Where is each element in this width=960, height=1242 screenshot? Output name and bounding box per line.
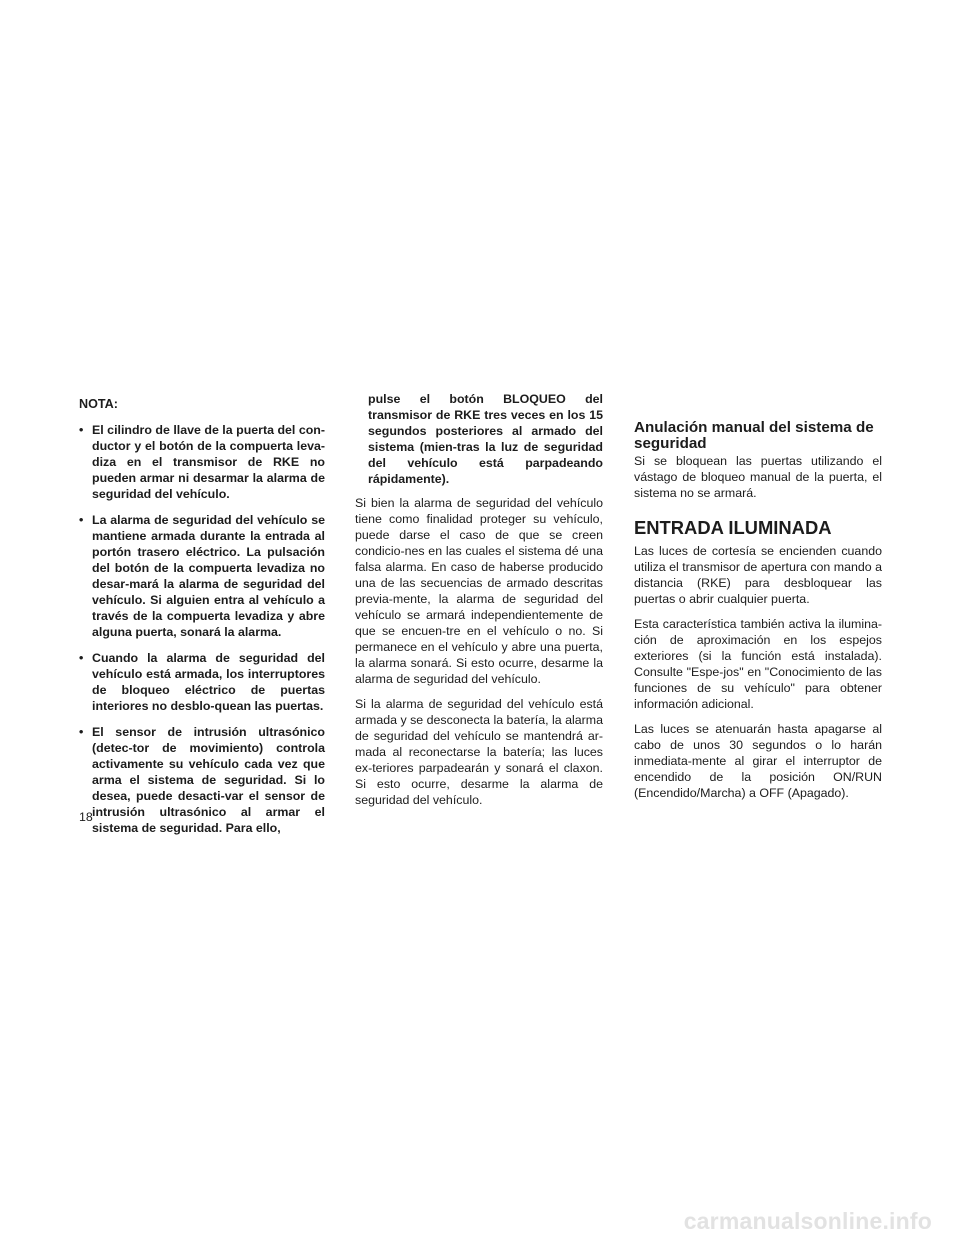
bullet-icon: • — [79, 423, 84, 437]
watermark-text: carmanualsonline.info — [683, 1208, 932, 1234]
bullet-icon: • — [79, 651, 84, 665]
section-heading-manual-override: Anulación manual del sistema de seguridad — [634, 419, 874, 452]
paragraph-battery: Si la alarma de seguridad del vehículo está armada y se desconecta la batería, la alarma de seguridad del vehículo se mantendrá ar-mada al reconectarse la batería; las luces ex-teriores parpadearán y sonará el claxon. Si esto ocurre, desarme la alarma de seguridad del vehículo. — [355, 697, 603, 807]
paragraph-approach-lighting: Esta característica también activa la ilumina-ción de aproximación en los espejos exteriores (si la función está instalada). Consulte "Espe-jos" en "Conocimiento de las funciones de su vehículo" para obtener información adicional. — [634, 617, 882, 711]
bullet-text: La alarma de seguridad del vehículo se mantiene armada durante la entrada al portón trasero eléctrico. La pulsación del botón de la compuerta levadiza no desar-mará la alarma de seguridad del vehículo. Si alguien entra al vehículo a través de la compuerta levadiza y abre alguna puerta, sonará la alarma. — [92, 513, 325, 639]
note-title: NOTA: — [79, 397, 118, 411]
note-bullet-list — [79, 422, 325, 836]
left-column — [79, 396, 325, 846]
bullet-text: El cilindro de llave de la puerta del con-ductor y el botón de la compuerta leva-diza en el transmisor de RKE no pueden armar ni desarmar la alarma de seguridad del vehículo. — [92, 423, 325, 501]
right-column — [634, 420, 882, 810]
paragraph-manual-override: Si se bloquean las puertas utilizando el vástago de bloqueo manual de la puerta, el sistema no se armará. — [634, 454, 882, 500]
note-bullet-item — [79, 422, 325, 502]
note-bullet-item — [79, 650, 325, 714]
paragraph-false-alarm: Si bien la alarma de seguridad del vehículo tiene como finalidad proteger su vehículo, puede darse el caso de que se creen condicio-nes en las cuales el sistema dé una falsa alarma. En caso de haberse producido una de las secuencias de armado descritas previa-mente, la alarma de seguridad del vehículo se armará independientemente de que se encuen-tre en el vehículo o no. Si permanece en el vehículo y abre una puerta, la alarma sonará. Si esto ocurre, desarme la alarma de seguridad del vehículo. — [355, 496, 603, 686]
continued-bullet-text: pulse el botón BLOQUEO del transmisor de RKE tres veces en los 15 segundos posteriores al armado del sistema (mien-tras la luz de seguridad del vehículo está parpadeando rápidamente). — [368, 392, 603, 486]
note-bullet-item — [79, 512, 325, 640]
paragraph-courtesy-lights: Las luces de cortesía se encienden cuando utiliza el transmisor de apertura con mando a distancia (RKE) para desbloquear las puertas o abrir cualquier puerta. — [634, 544, 882, 606]
page-number: 18 — [79, 810, 93, 824]
note-bullet-item — [79, 724, 325, 836]
section-heading-illuminated-entry: ENTRADA ILUMINADA — [634, 517, 832, 538]
bullet-text: Cuando la alarma de seguridad del vehículo está armada, los interruptores de bloqueo eléctrico de puertas interiores no desblo-quean las puertas. — [92, 651, 325, 713]
bullet-text: El sensor de intrusión ultrasónico (detec-tor de movimiento) controla activamente su vehículo cada vez que arma el sistema de seguridad. Si lo desea, puede desacti-var el sensor de intrusión ultrasónico al armar el sistema de seguridad. Para ello, — [92, 725, 325, 835]
bullet-icon: • — [79, 513, 84, 527]
bullet-icon: • — [79, 725, 84, 739]
middle-column — [355, 391, 603, 817]
paragraph-lights-dim: Las luces se atenuarán hasta apagarse al cabo de unos 30 segundos o lo harán inmediata-mente al girar el interruptor de encendido de la posición ON/RUN (Encendido/Marcha) a OFF (Apagado). — [634, 722, 882, 800]
